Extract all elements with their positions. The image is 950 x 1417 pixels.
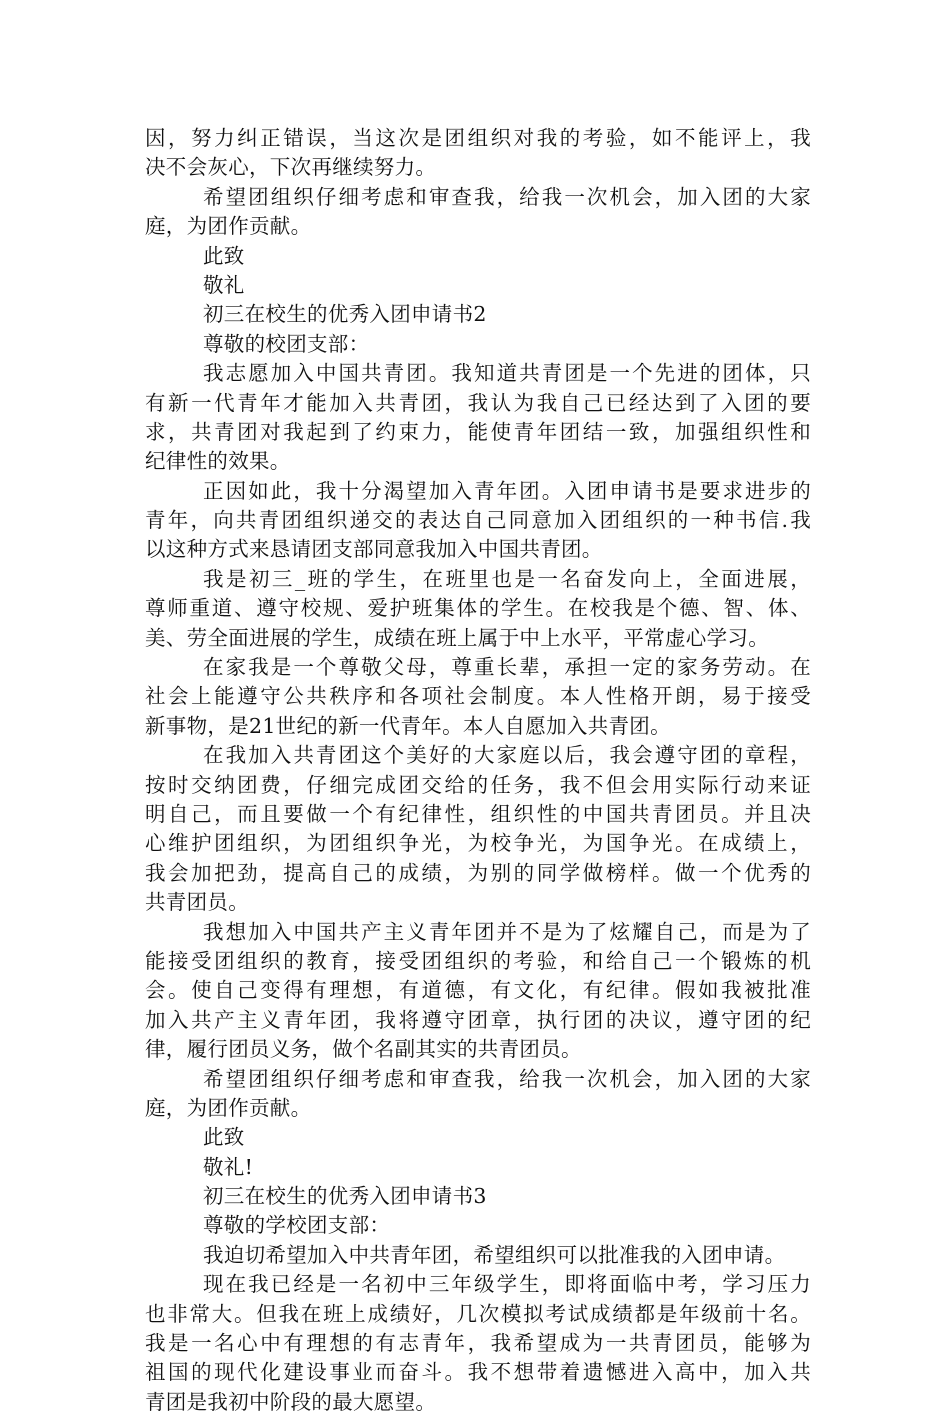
text-line: 因，努力纠正错误，当这次是团组织对我的考验，如不能评上，我 [145, 126, 811, 150]
text-line: 青团是我初中阶段的最大愿望。 [145, 1389, 437, 1414]
text-line: 社会上能遵守公共秩序和各项社会制度。本人性格开朗，易于接受 [145, 684, 811, 709]
text-line: 初三在校生的优秀入团申请书2 [203, 302, 487, 327]
text-line: 在家我是一个尊敬父母，尊重长辈，承担一定的家务劳动。在 [203, 655, 811, 680]
text-line: 我是一名心中有理想的有志青年，我希望成为一共青团员，能够为 [145, 1331, 811, 1356]
text-line: 我是初三_班的学生，在班里也是一名奋发向上，全面进展， [203, 566, 811, 591]
text-line: 在我加入共青团这个美好的大家庭以后，我会遵守团的章程， [203, 743, 811, 768]
body-paragraph [145, 565, 811, 653]
text-line: 庭，为团作贡献。 [145, 1095, 312, 1120]
text-line: 美、劳全面进展的学生，成绩在班上属于中上水平，平常虚心学习。 [145, 625, 769, 650]
closing-line [145, 1153, 811, 1182]
text-line: 初三在校生的优秀入团申请书3 [203, 1184, 487, 1209]
text-line: 尊敬的学校团支部： [203, 1213, 391, 1238]
body-paragraph [145, 183, 811, 242]
closing-line [145, 242, 811, 271]
salutation [145, 330, 811, 359]
body-paragraph [145, 653, 811, 741]
text-line: 加入共产主义青年团，我将遵守团章，执行团的决议，遵守团的纪 [145, 1007, 811, 1032]
text-line: 求，共青团对我起到了约束力，能使青年团结一致，加强组织性和 [145, 419, 811, 444]
text-line: 也非常大。但我在班上成绩好，几次模拟考试成绩都是年级前十名。 [145, 1301, 811, 1326]
text-line: 纪律性的效果。 [145, 449, 291, 474]
body-paragraph [145, 918, 811, 1065]
section-heading [145, 300, 811, 329]
body-paragraph [145, 477, 811, 565]
text-line: 能接受团组织的教育，接受团组织的考验，和给自己一个锻炼的机 [145, 948, 811, 973]
text-line: 尊师重道、遵守校规、爱护班集体的学生。在校我是个德、智、体、 [145, 596, 811, 621]
body-paragraph [145, 124, 811, 183]
section-heading [145, 1182, 811, 1211]
document-page [145, 124, 811, 1417]
text-line: 此致 [203, 243, 245, 268]
text-line: 正因如此，我十分渴望加入青年团。入团申请书是要求进步的 [203, 478, 811, 503]
text-line: 按时交纳团费，仔细完成团交给的任务，我不但会用实际行动来证 [145, 772, 811, 797]
text-line: 明自己，而且要做一个有纪律性，组织性的中国共青团员。并且决 [145, 801, 811, 826]
body-paragraph [145, 359, 811, 477]
body-paragraph [145, 741, 811, 917]
text-line: 敬礼! [203, 1154, 254, 1179]
text-line: 尊敬的校团支部： [203, 331, 370, 356]
salutation [145, 1211, 811, 1240]
text-line: 敬礼 [203, 272, 245, 297]
text-line: 希望团组织仔细考虑和审查我，给我一次机会，加入团的大家 [203, 184, 811, 209]
text-line: 青年，向共青团组织递交的表达自己同意加入团组织的一种书信.我 [145, 508, 811, 533]
text-line: 会。使自己变得有理想，有道德，有文化，有纪律。假如我被批准 [145, 978, 811, 1003]
text-line: 我迫切希望加入中共青年团，希望组织可以批准我的入团申请。 [203, 1242, 786, 1267]
text-line: 有新一代青年才能加入共青团，我认为我自己已经达到了入团的要 [145, 390, 811, 415]
text-line: 祖国的现代化建设事业而奋斗。我不想带着遗憾进入高中，加入共 [145, 1360, 811, 1385]
text-line: 新事物，是21世纪的新一代青年。本人自愿加入共青团。 [145, 713, 671, 738]
text-line: 以这种方式来恳请团支部同意我加入中国共青团。 [145, 537, 603, 562]
closing-line [145, 1123, 811, 1152]
text-line: 共青团员。 [145, 890, 249, 915]
text-line: 心维护团组织，为团组织争光，为校争光，为国争光。在成绩上， [145, 831, 811, 856]
text-line: 决不会灰心，下次再继续努力。 [145, 155, 437, 180]
text-line: 我想加入中国共产主义青年团并不是为了炫耀自己，而是为了 [203, 919, 811, 944]
text-line: 我志愿加入中国共青团。我知道共青团是一个先进的团体，只 [203, 361, 811, 386]
text-line: 律，履行团员义务，做个名副其实的共青团员。 [145, 1037, 582, 1062]
text-line: 此致 [203, 1125, 245, 1150]
body-paragraph [145, 1241, 811, 1270]
text-line: 我会加把劲，提高自己的成绩，为别的同学做榜样。做一个优秀的 [145, 860, 811, 885]
text-line: 现在我已经是一名初中三年级学生，即将面临中考，学习压力 [203, 1272, 811, 1297]
text-line: 庭，为团作贡献。 [145, 214, 312, 239]
body-paragraph [145, 1065, 811, 1124]
closing-line [145, 271, 811, 300]
text-line: 希望团组织仔细考虑和审查我，给我一次机会，加入团的大家 [203, 1066, 811, 1091]
